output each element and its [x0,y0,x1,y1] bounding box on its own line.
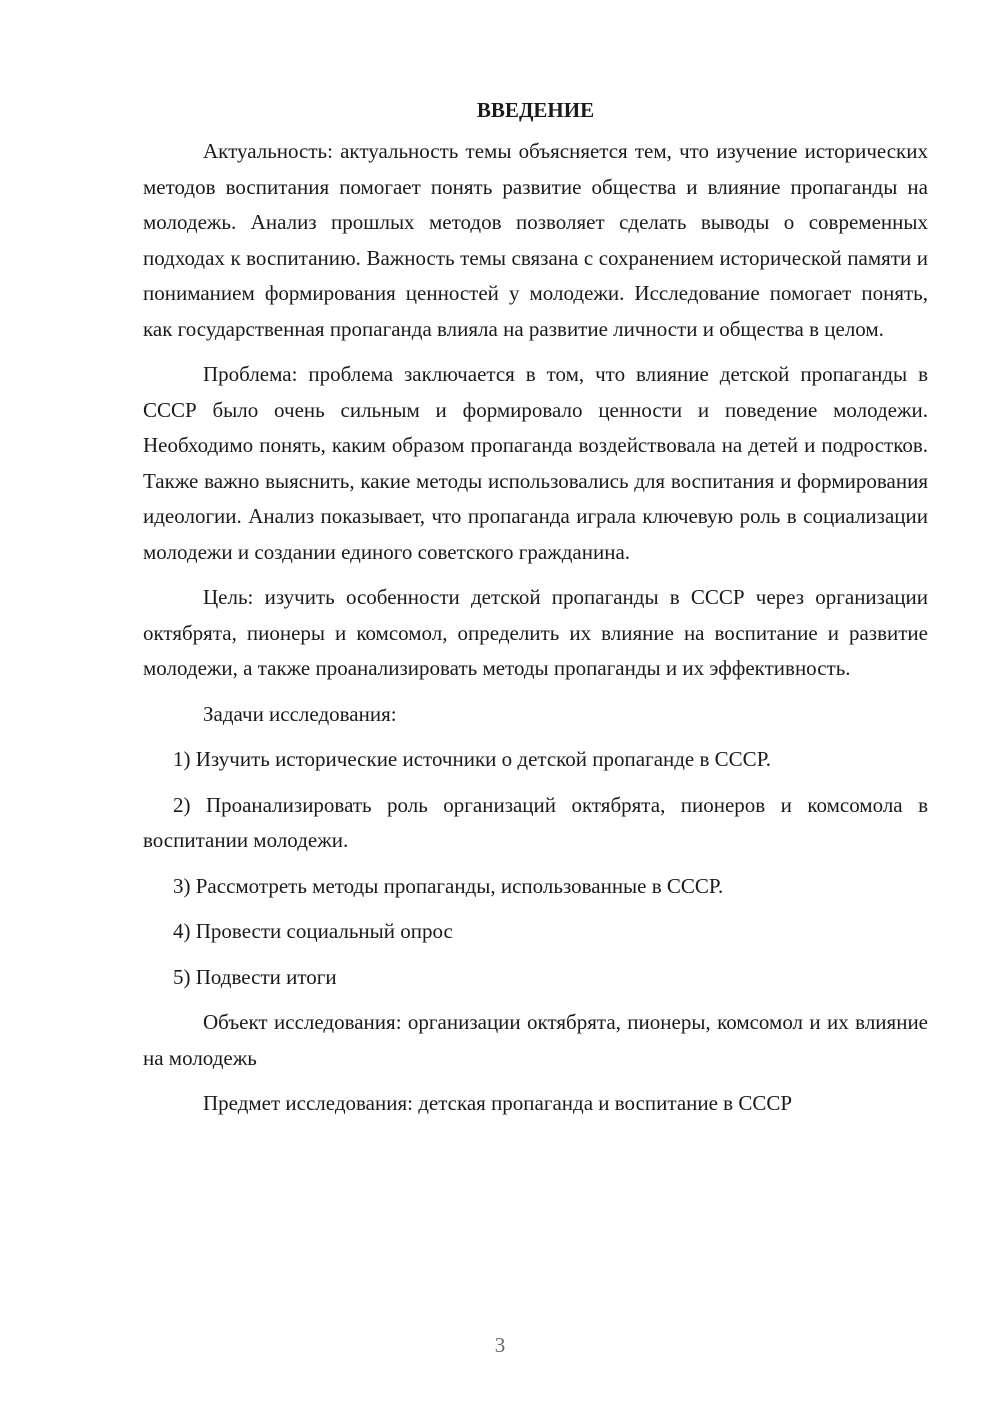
task-item-5: 5) Подвести итоги [173,964,337,989]
task-item-3: 3) Рассмотреть методы пропаганды, использованные в СССР. [173,873,724,898]
paragraph-goal: Цель: изучить особенности детской пропаганды в СССР через организации октябрята, пионеры и комсомол, определить их влияние на воспитание и развитие молодежи, а также проанализировать методы пропаганды и их эффективность. [143,585,928,680]
paragraph-problem: Проблема: проблема заключается в том, что влияние детской пропаганды в СССР было очень сильным и формировало ценности и поведение молодежи. Необходимо понять, каким образом пропаганда воздействовала на детей и подростков. Также важно выяснить, какие методы использовались для воспитания и формирования идеологии. Анализ показывает, что пропаганда играла ключевую роль в социализации молодежи и создании единого советского гражданина. [143,362,928,564]
task-item-1: 1) Изучить исторические источники о детской пропаганде в СССР. [173,747,771,771]
paragraph-subject: Предмет исследования: детская пропаганда и воспитание в СССР [203,1091,793,1115]
page-title: ВВЕДЕНИЕ [476,98,595,122]
paragraph-object: Объект исследования: организации октябрята, пионеры, комсомол и их влияние на молодежь [143,1010,928,1070]
task-item-4: 4) Провести социальный опрос [173,919,453,943]
page-number: 3 [494,1333,506,1357]
task-item-2: 2) Проанализировать роль организаций октябрята, пионеров и комсомола в воспитании молодежи. [143,792,928,852]
tasks-heading: Задачи исследования: [203,701,397,726]
page-content [143,96,928,1132]
paragraph-relevance: Актуальность: актуальность темы объясняется тем, что изучение исторических методов воспитания помогает понять развитие общества и влияние пропаганды на молодежь. Анализ прошлых методов позволяет сделать выводы о современных подходах к воспитанию. Важность темы связана с сохранением исторической памяти и пониманием формирования ценностей у молодежи. Исследование помогает понять, как государственная пропаганда влияла на развитие личности и общества в целом. [143,139,928,341]
